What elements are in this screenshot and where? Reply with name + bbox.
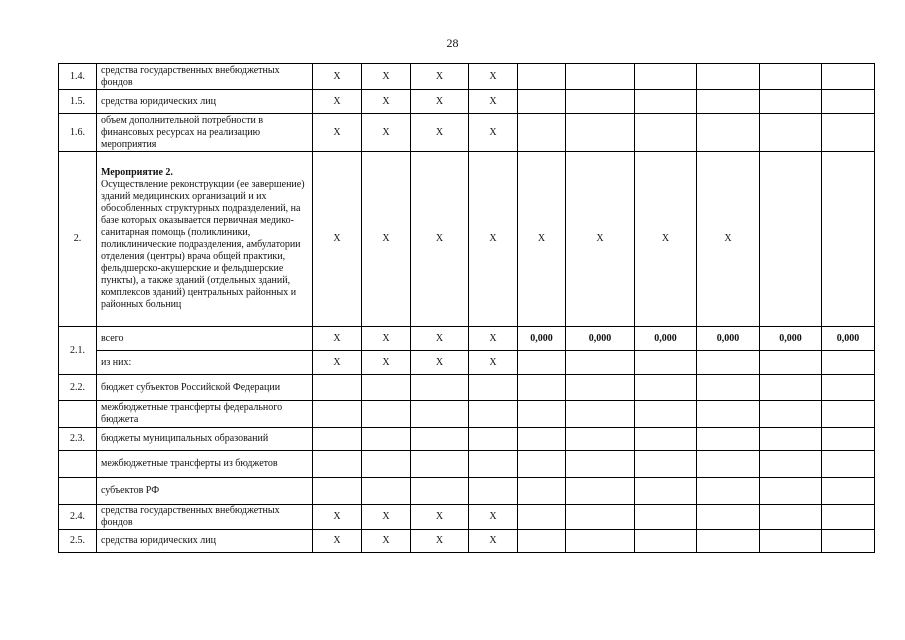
row-number: [59, 478, 97, 505]
cell-value: [518, 530, 566, 553]
cell-value: [411, 451, 469, 478]
cell-value: [362, 451, 411, 478]
cell-value: X: [313, 530, 362, 553]
cell-value: 0,000: [697, 327, 760, 351]
cell-value: [566, 401, 635, 428]
cell-value: [566, 351, 635, 375]
cell-value: [760, 114, 822, 152]
cell-value: [518, 114, 566, 152]
cell-value: [313, 451, 362, 478]
cell-value: [635, 451, 697, 478]
cell-value: X: [411, 64, 469, 90]
cell-value: [760, 401, 822, 428]
cell-value: [362, 478, 411, 505]
cell-value: X: [635, 152, 697, 327]
cell-value: 0,000: [822, 327, 875, 351]
cell-value: [566, 114, 635, 152]
cell-value: [411, 375, 469, 401]
cell-value: [822, 114, 875, 152]
cell-value: X: [411, 90, 469, 114]
cell-value: [760, 478, 822, 505]
cell-value: [697, 375, 760, 401]
cell-value: [566, 451, 635, 478]
cell-value: [822, 90, 875, 114]
cell-value: [566, 530, 635, 553]
row-number: 1.6.: [59, 114, 97, 152]
cell-value: X: [411, 530, 469, 553]
cell-value: [313, 375, 362, 401]
cell-value: [469, 451, 518, 478]
cell-value: [760, 152, 822, 327]
row-description: [97, 152, 313, 327]
cell-value: X: [362, 114, 411, 152]
cell-value: X: [313, 505, 362, 530]
cell-value: [697, 428, 760, 451]
financing-table: [58, 63, 875, 553]
cell-value: [566, 375, 635, 401]
table-row: [59, 351, 875, 375]
cell-value: [518, 478, 566, 505]
cell-value: [313, 478, 362, 505]
cell-value: X: [313, 64, 362, 90]
cell-value: [566, 505, 635, 530]
cell-value: [566, 478, 635, 505]
cell-value: X: [697, 152, 760, 327]
cell-value: [697, 114, 760, 152]
cell-value: X: [362, 90, 411, 114]
table-row: [59, 478, 875, 505]
row-description: объем дополнительной потребности в финансовых ресурсах на реализацию мероприятия: [97, 114, 313, 152]
cell-value: X: [313, 152, 362, 327]
cell-value: X: [411, 327, 469, 351]
cell-value: [635, 478, 697, 505]
cell-value: [566, 64, 635, 90]
cell-value: [566, 90, 635, 114]
cell-value: [469, 428, 518, 451]
cell-value: X: [362, 505, 411, 530]
row-description: средства государственных внебюджетных фондов: [97, 505, 313, 530]
cell-value: [362, 375, 411, 401]
cell-value: X: [566, 152, 635, 327]
page-number: 28: [446, 36, 459, 50]
measure-title: Мероприятие 2.: [101, 167, 173, 178]
cell-value: [411, 478, 469, 505]
cell-value: [635, 428, 697, 451]
cell-value: [518, 90, 566, 114]
cell-value: [635, 375, 697, 401]
cell-value: [518, 451, 566, 478]
cell-value: X: [469, 90, 518, 114]
cell-value: X: [518, 152, 566, 327]
cell-value: X: [313, 114, 362, 152]
cell-value: [362, 401, 411, 428]
cell-value: [469, 401, 518, 428]
row-description: средства государственных внебюджетных фондов: [97, 64, 313, 90]
cell-value: [760, 90, 822, 114]
row-description: межбюджетные трансферты из бюджетов: [97, 451, 313, 478]
cell-value: [518, 64, 566, 90]
cell-value: [313, 401, 362, 428]
cell-value: [822, 375, 875, 401]
cell-value: [822, 478, 875, 505]
measure-text: Осуществление реконструкции (ее завершение) зданий медицинских организаций и их обособленных структурных подразделений, на базе которых оказывается первичная медико-санитарная помощь (поликлиники, поликлинические подразделения, амбулатории отделения (центры) врача общей практики, фельдшерско-акушерские и фельдшерские пункты), а также зданий (отдельных зданий, комплексов зданий) центральных районных и районных больниц: [101, 179, 305, 310]
row-description: всего: [97, 327, 313, 351]
cell-value: [518, 428, 566, 451]
cell-value: X: [362, 64, 411, 90]
table-row: [59, 375, 875, 401]
cell-value: [313, 428, 362, 451]
row-number: [59, 401, 97, 428]
cell-value: [635, 530, 697, 553]
cell-value: [760, 428, 822, 451]
row-description: бюджеты муниципальных образований: [97, 428, 313, 451]
table-row: [59, 451, 875, 478]
row-number: 2.2.: [59, 375, 97, 401]
row-description: бюджет субъектов Российской Федерации: [97, 375, 313, 401]
cell-value: X: [411, 505, 469, 530]
cell-value: [822, 428, 875, 451]
cell-value: [411, 401, 469, 428]
row-number: 2.1.: [59, 327, 97, 375]
cell-value: X: [469, 64, 518, 90]
cell-value: [518, 351, 566, 375]
row-number: 1.5.: [59, 90, 97, 114]
cell-value: X: [469, 114, 518, 152]
row-description: из них:: [97, 351, 313, 375]
cell-value: [760, 351, 822, 375]
table-row: [59, 401, 875, 428]
cell-value: [760, 505, 822, 530]
cell-value: [822, 505, 875, 530]
row-description: субъектов РФ: [97, 478, 313, 505]
cell-value: [822, 451, 875, 478]
row-number: 2.4.: [59, 505, 97, 530]
cell-value: X: [313, 90, 362, 114]
cell-value: [518, 375, 566, 401]
cell-value: [822, 152, 875, 327]
cell-value: [697, 530, 760, 553]
table-row: [59, 152, 875, 327]
cell-value: X: [362, 327, 411, 351]
cell-value: [469, 478, 518, 505]
cell-value: X: [411, 152, 469, 327]
cell-value: X: [469, 530, 518, 553]
cell-value: [697, 401, 760, 428]
cell-value: 0,000: [635, 327, 697, 351]
row-number: 2.5.: [59, 530, 97, 553]
cell-value: [697, 478, 760, 505]
cell-value: [635, 351, 697, 375]
cell-value: [697, 451, 760, 478]
cell-value: [635, 505, 697, 530]
cell-value: X: [362, 152, 411, 327]
table-row: [59, 505, 875, 530]
cell-value: X: [313, 327, 362, 351]
row-number: [59, 451, 97, 478]
cell-value: X: [469, 351, 518, 375]
cell-value: [697, 351, 760, 375]
cell-value: 0,000: [566, 327, 635, 351]
cell-value: [760, 64, 822, 90]
cell-value: [697, 90, 760, 114]
cell-value: [362, 428, 411, 451]
cell-value: [411, 428, 469, 451]
cell-value: X: [362, 351, 411, 375]
table-row: [59, 530, 875, 553]
row-description: средства юридических лиц: [97, 90, 313, 114]
cell-value: X: [469, 152, 518, 327]
row-description: межбюджетные трансферты федерального бюджета: [97, 401, 313, 428]
cell-value: [760, 451, 822, 478]
table-row: [59, 114, 875, 152]
cell-value: [635, 64, 697, 90]
cell-value: X: [411, 351, 469, 375]
cell-value: [760, 530, 822, 553]
cell-value: [518, 505, 566, 530]
cell-value: X: [313, 351, 362, 375]
row-number: 2.: [59, 152, 97, 327]
cell-value: X: [469, 505, 518, 530]
row-number: 2.3.: [59, 428, 97, 451]
cell-value: [469, 375, 518, 401]
row-number: 1.4.: [59, 64, 97, 90]
cell-value: [635, 114, 697, 152]
cell-value: [822, 351, 875, 375]
cell-value: X: [362, 530, 411, 553]
row-description: средства юридических лиц: [97, 530, 313, 553]
cell-value: [518, 401, 566, 428]
cell-value: [822, 401, 875, 428]
cell-value: [566, 428, 635, 451]
cell-value: 0,000: [518, 327, 566, 351]
cell-value: [635, 90, 697, 114]
cell-value: [822, 530, 875, 553]
cell-value: [760, 375, 822, 401]
table-row: [59, 90, 875, 114]
table-row: [59, 64, 875, 90]
cell-value: X: [469, 327, 518, 351]
cell-value: 0,000: [760, 327, 822, 351]
cell-value: [697, 505, 760, 530]
table-row: [59, 327, 875, 351]
cell-value: X: [411, 114, 469, 152]
table-row: [59, 428, 875, 451]
cell-value: [635, 401, 697, 428]
cell-value: [697, 64, 760, 90]
cell-value: [822, 64, 875, 90]
